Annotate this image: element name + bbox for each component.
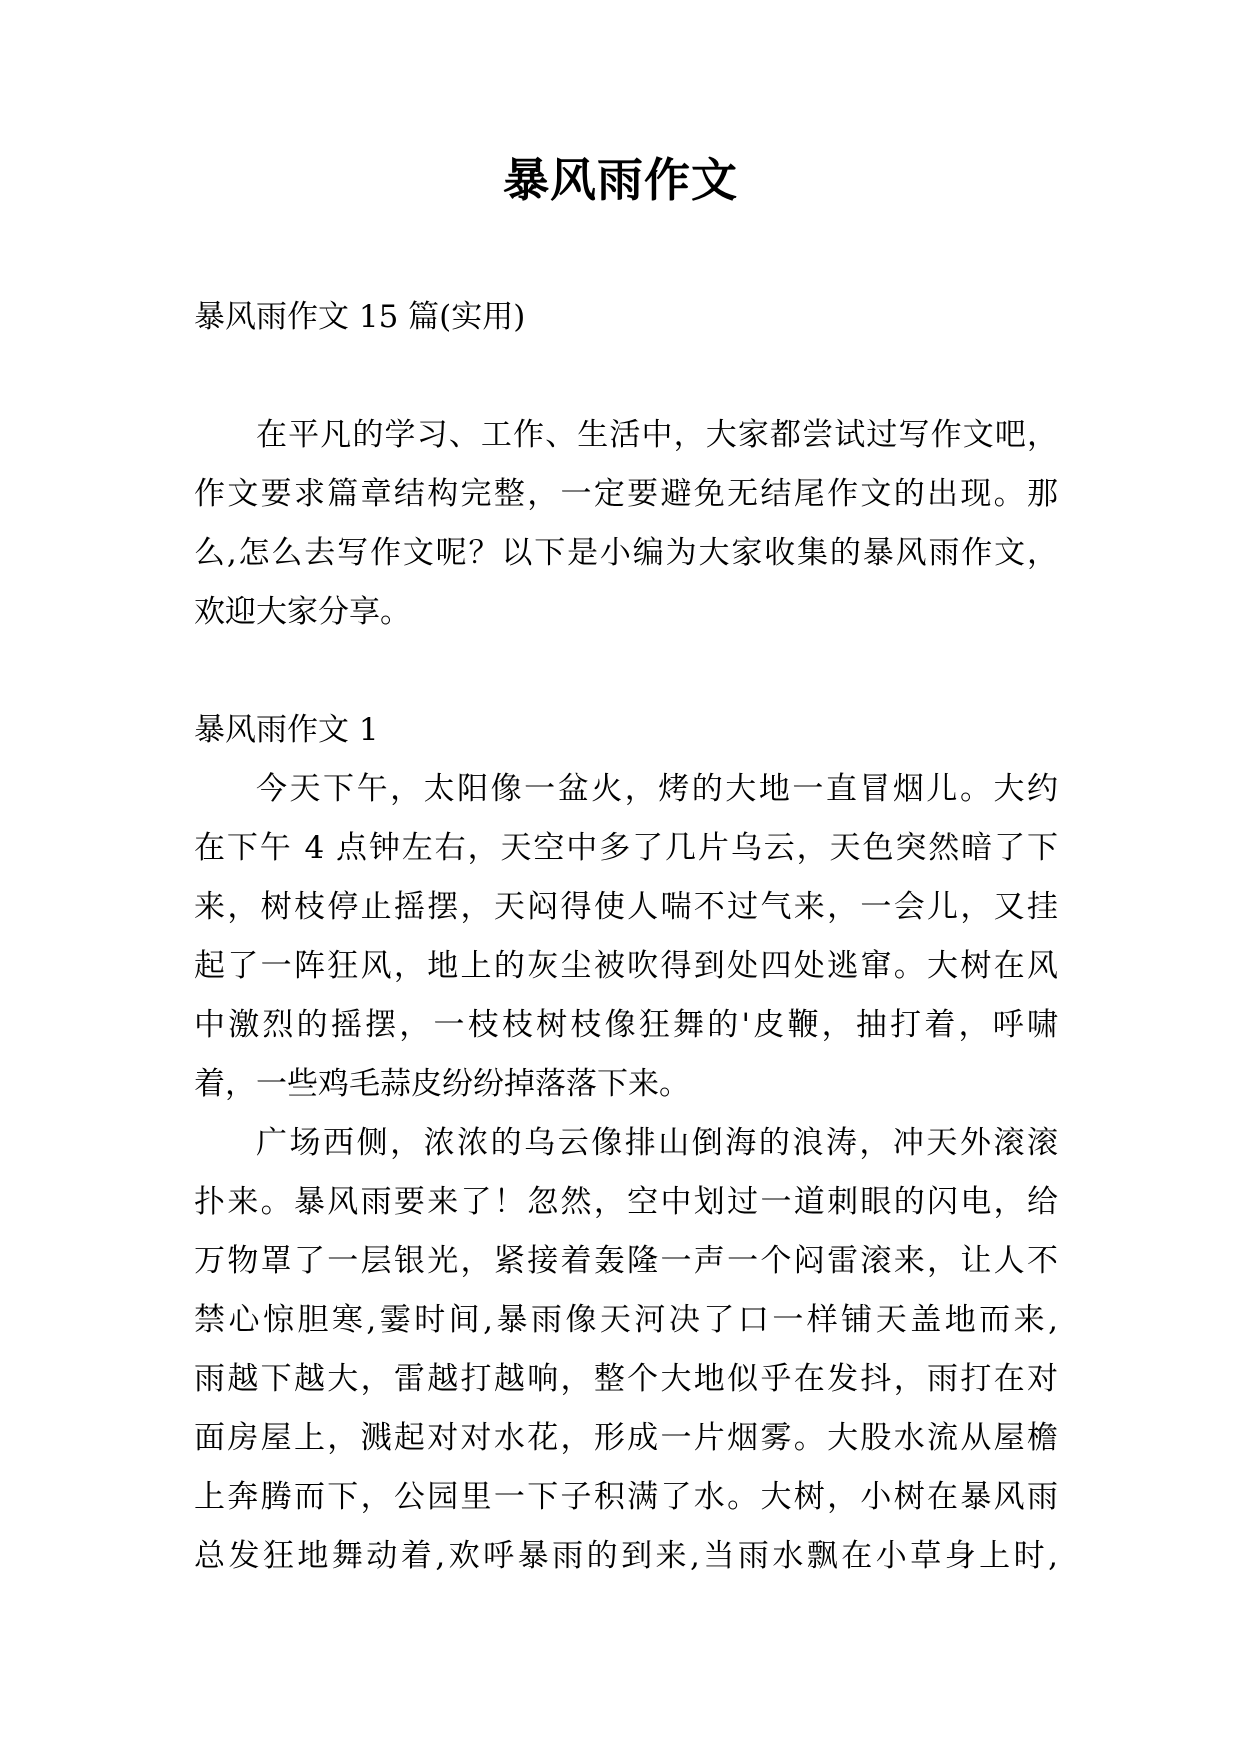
document-subtitle: 暴风雨作文 15 篇(实用)	[194, 299, 526, 335]
paragraph-line: 在下午 4 点钟左右，天空中多了几片乌云，天色突然暗了下	[194, 830, 1058, 866]
paragraph-line: 今天下午，太阳像一盆火，烤的大地一直冒烟儿。大约	[256, 771, 1058, 807]
document-title: 暴风雨作文	[503, 153, 738, 207]
blank-line	[194, 642, 1058, 701]
document-body	[194, 288, 1058, 1586]
paragraph-line: 来，树枝停止摇摆，天闷得使人喘不过气来，一会儿，又挂	[194, 889, 1058, 925]
paragraph-line: 雨越下越大，雷越打越响，整个大地似乎在发抖，雨打在对	[194, 1361, 1058, 1397]
section-heading: 暴风雨作文 1	[194, 712, 379, 748]
paragraph-line: 扑来。暴风雨要来了！忽然，空中划过一道刺眼的闪电，给	[194, 1184, 1058, 1220]
paragraph-line: 欢迎大家分享。	[194, 594, 411, 630]
paragraph-line: 着，一些鸡毛蒜皮纷纷掉落落下来。	[194, 1066, 690, 1102]
section-paragraph	[194, 760, 1058, 1114]
section-paragraph	[194, 1114, 1058, 1586]
paragraph-line: 上奔腾而下，公园里一下子积满了水。大树，小树在暴风雨	[194, 1479, 1058, 1515]
paragraph-line: 么,怎么去写作文呢？以下是小编为大家收集的暴风雨作文，	[194, 535, 1058, 571]
paragraph-line: 广场西侧，浓浓的乌云像排山倒海的浪涛，冲天外滚滚	[256, 1125, 1058, 1161]
paragraph-line: 起了一阵狂风，地上的灰尘被吹得到处四处逃窜。大树在风	[194, 948, 1058, 984]
paragraph-line: 禁心惊胆寒,霎时间,暴雨像天河决了口一样铺天盖地而来,	[194, 1302, 1058, 1338]
paragraph-line: 总发狂地舞动着,欢呼暴雨的到来,当雨水飘在小草身上时,	[194, 1538, 1058, 1574]
paragraph-line: 在平凡的学习、工作、生活中，大家都尝试过写作文吧，	[256, 417, 1058, 453]
paragraph-line: 作文要求篇章结构完整，一定要避免无结尾作文的出现。那	[194, 476, 1058, 512]
paragraph-line: 万物罩了一层银光，紧接着轰隆一声一个闷雷滚来，让人不	[194, 1243, 1058, 1279]
paragraph-line: 中激烈的摇摆，一枝枝树枝像狂舞的'皮鞭，抽打着，呼啸	[194, 1007, 1058, 1043]
paragraph-line: 面房屋上，溅起对对水花，形成一片烟雾。大股水流从屋檐	[194, 1420, 1058, 1456]
intro-paragraph	[194, 406, 1058, 642]
blank-line	[194, 347, 1058, 406]
essay-section	[194, 701, 1058, 1586]
